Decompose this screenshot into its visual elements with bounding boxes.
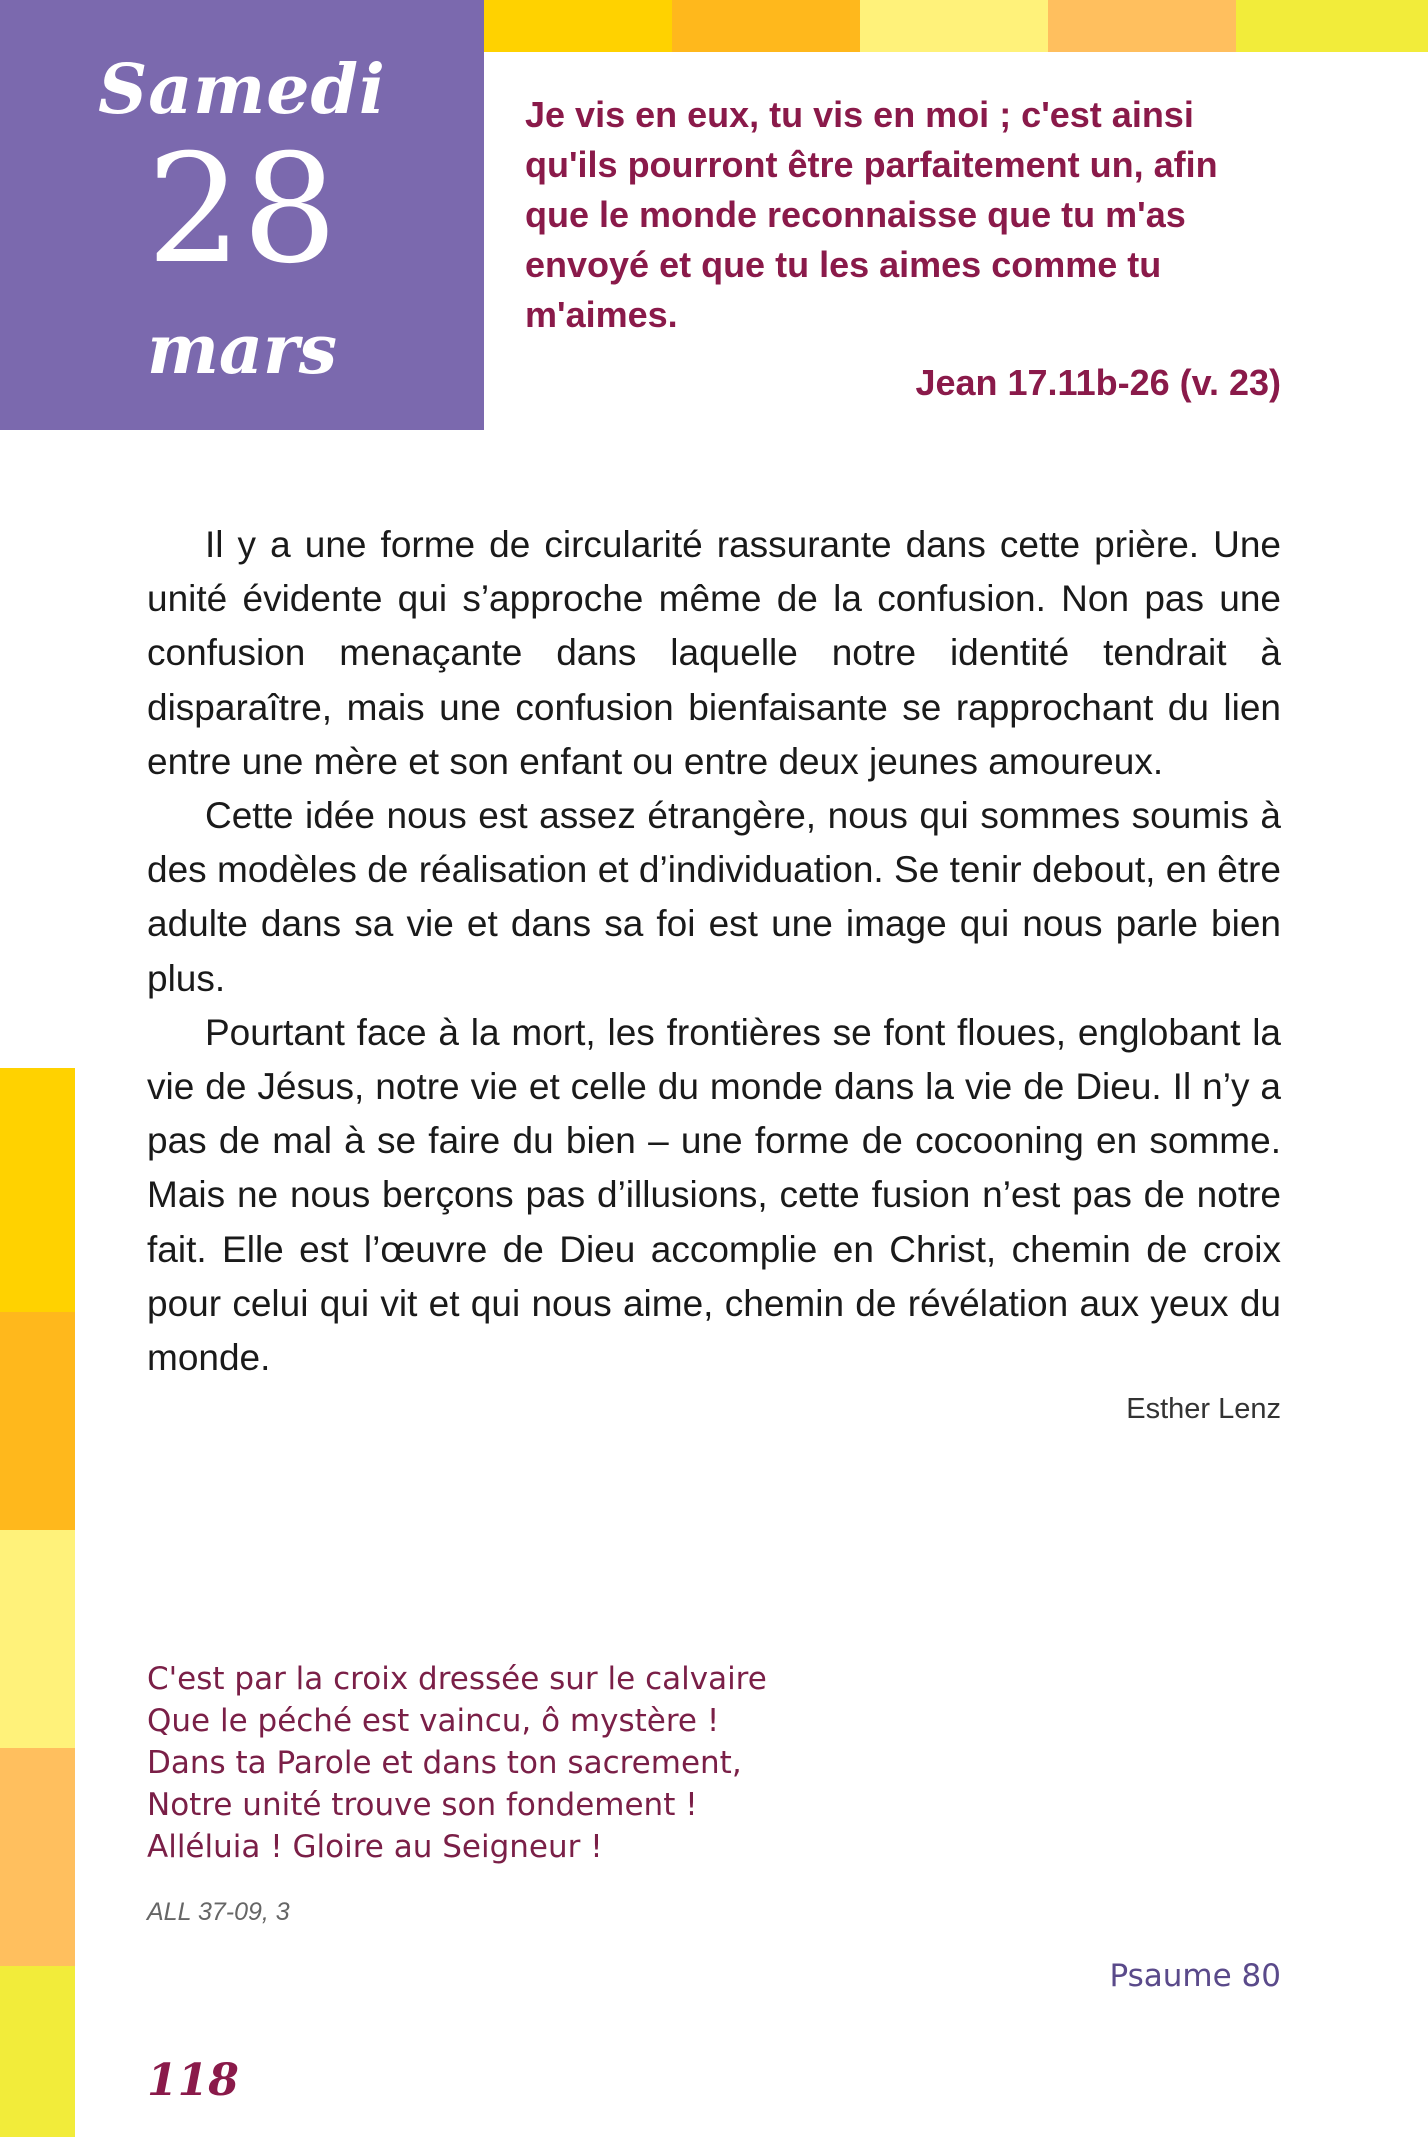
left-strip-segment: [0, 1966, 75, 2137]
hymn-line: Notre unité trouve son fondement !: [147, 1787, 698, 1823]
date-day: Samedi: [98, 50, 386, 130]
top-color-strip: [484, 0, 1428, 52]
meditation-text: [147, 518, 1281, 1385]
top-strip-segment: [484, 0, 672, 52]
left-strip-segment: [0, 1748, 75, 1966]
hymn-text: [147, 1658, 907, 1868]
hymn-line: C'est par la croix dressée sur le calvaire: [147, 1661, 767, 1697]
hymn-line: Dans ta Parole et dans ton sacrement,: [147, 1745, 742, 1781]
top-strip-segment: [672, 0, 860, 52]
paragraph: Il y a une forme de circularité rassurante dans cette prière. Une unité évidente qui s’approche même de la confusion. Non pas une confusion menaçante dans laquelle notre identité tendrait à disparaître, mais une confusion bienfaisante se rapprochant du lien entre une mère et son enfant ou entre deux jeunes amoureux.: [147, 524, 1281, 782]
author-name: Esther Lenz: [1126, 1393, 1281, 1425]
page-number: 118: [147, 2055, 239, 2106]
hymn-line: Alléluia ! Gloire au Seigneur !: [147, 1829, 603, 1865]
left-strip-segment: [0, 1312, 75, 1530]
date-box: [0, 0, 484, 430]
verse-reference: Jean 17.11b-26 (v. 23): [915, 362, 1281, 403]
psalm-reference: Psaume 80: [1109, 1958, 1281, 1994]
date-month: mars: [146, 310, 338, 390]
hymn-reference: ALL 37-09, 3: [147, 1898, 290, 1926]
hymn-line: Que le péché est vaincu, ô mystère !: [147, 1703, 720, 1739]
paragraph: Pourtant face à la mort, les frontières se font floues, englobant la vie de Jésus, notre vie et celle du monde dans la vie de Dieu. Il n’y a pas de mal à se faire du bien – une forme de cocooning en somme. Mais ne nous berçons pas d’illusions, cette fusion n’est pas de notre fait. Elle est l’œuvre de Dieu accomplie en Christ, chemin de croix pour celui qui vit et qui nous aime, chemin de révélation aux yeux du monde.: [147, 1011, 1281, 1379]
paragraph: Cette idée nous est assez étrangère, nous qui sommes soumis à des modèles de réalisation et d’individuation. Se tenir debout, en être adulte dans sa vie et dans sa foi est une image qui nous parle bien plus.: [147, 795, 1281, 999]
left-color-strip: [0, 1068, 75, 2137]
top-strip-segment: [860, 0, 1048, 52]
top-strip-segment: [1048, 0, 1236, 52]
date-number: 28: [146, 123, 338, 297]
verse-text: Je vis en eux, tu vis en moi ; c'est ainsi qu'ils pourront être parfaitement un, afin que le monde reconnaisse que tu m'as envoyé et que tu les aimes comme tu m'aimes.: [525, 94, 1218, 335]
left-strip-segment: [0, 1068, 75, 1312]
top-strip-segment: [1236, 0, 1428, 52]
left-strip-segment: [0, 1530, 75, 1748]
